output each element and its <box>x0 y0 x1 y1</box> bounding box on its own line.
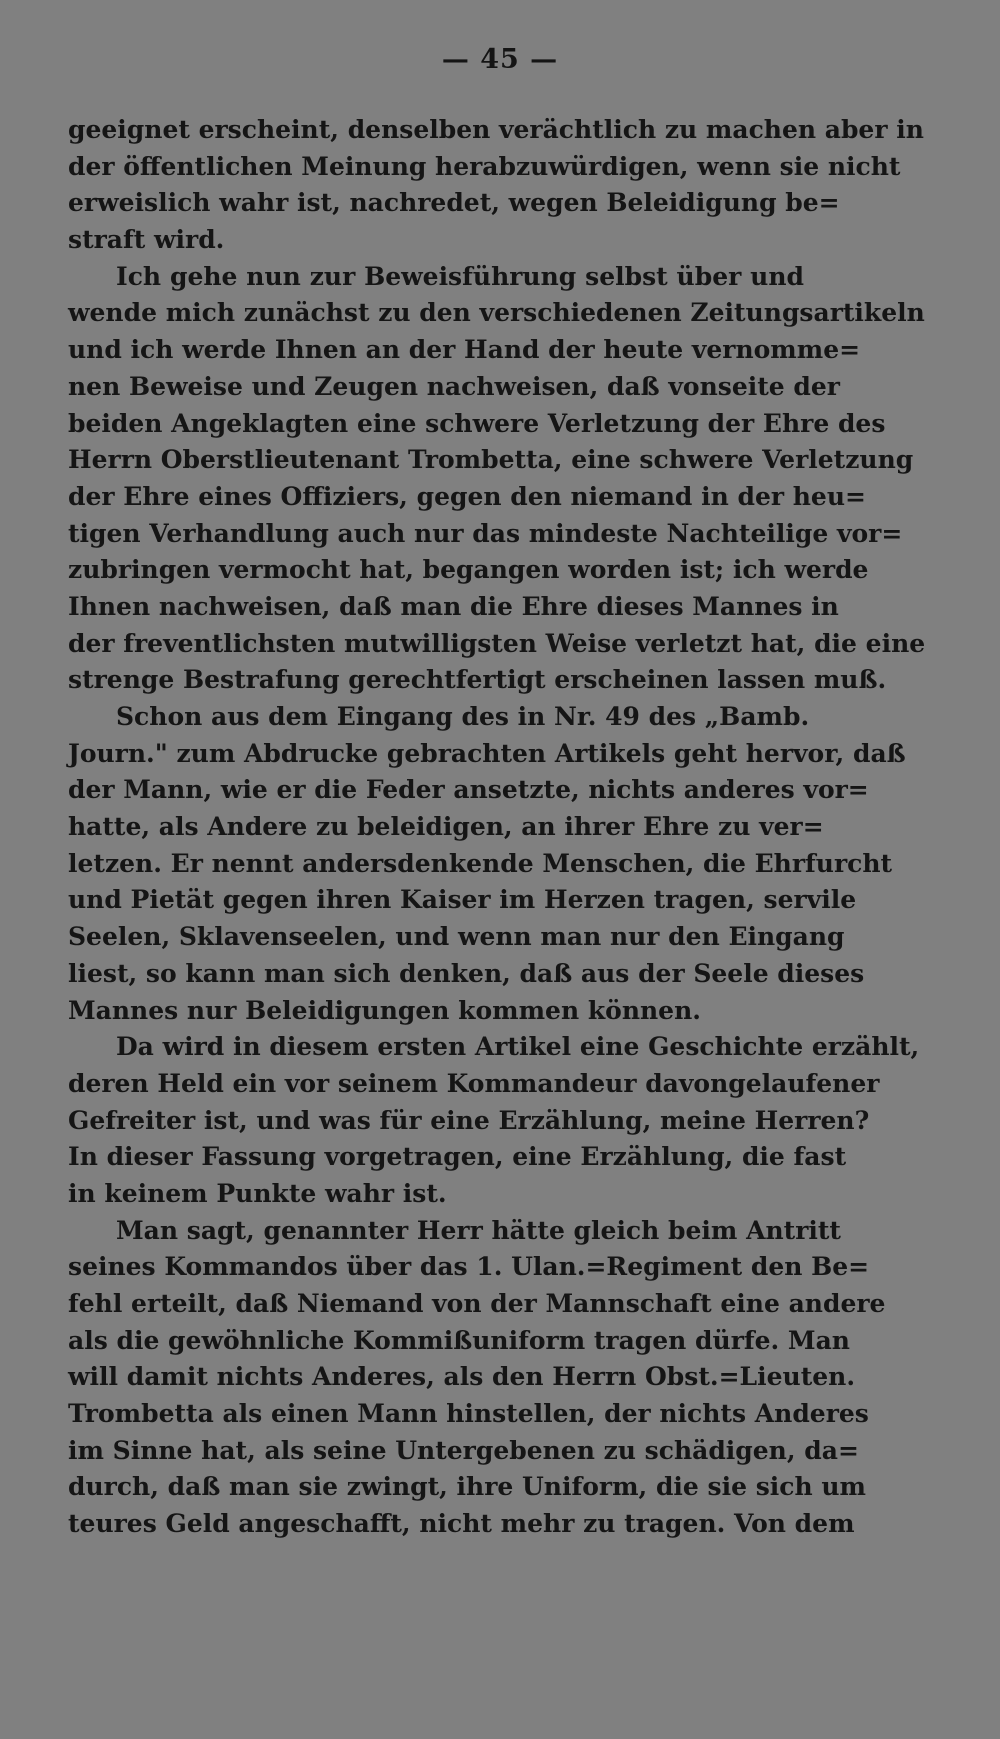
text-line: Herrn Oberstlieutenant Trombetta, eine schwere Verletzung <box>68 445 914 475</box>
text-line: nen Beweise und Zeugen nachweisen, daß vonseite der <box>68 371 840 401</box>
text-line: Seelen, Sklavenseelen, und wenn man nur den Eingang <box>68 922 845 952</box>
text-line: Trombetta als einen Mann hinstellen, der nichts Anderes <box>68 1399 869 1429</box>
text-line: straft wird. <box>68 225 225 255</box>
text-line: der freventlichsten mutwilligsten Weise verletzt hat, die eine <box>68 628 926 658</box>
text-line: als die gewöhnliche Kommißuniform tragen dürfe. Man <box>68 1325 850 1355</box>
text-line: Man sagt, genannter Herr hätte gleich beim Antritt <box>116 1215 841 1245</box>
text-line: beiden Angeklagten eine schwere Verletzung der Ehre des <box>68 408 886 438</box>
text-line: im Sinne hat, als seine Untergebenen zu schädigen, da= <box>68 1435 859 1465</box>
text-line: und Pietät gegen ihren Kaiser im Herzen tragen, servile <box>68 885 857 915</box>
text-line: geeignet erscheint, denselben verächtlich zu machen aber in <box>68 115 924 144</box>
text-line: in keinem Punkte wahr ist. <box>68 1178 447 1208</box>
text-line: Gefreiter ist, und was für eine Erzählung, meine Herren? <box>68 1105 870 1135</box>
text-line: der öffentlichen Meinung herabzuwürdigen, wenn sie nicht <box>68 151 901 181</box>
body-text <box>68 112 926 1543</box>
text-line: strenge Bestrafung gerechtfertigt erscheinen lassen muß. <box>68 665 887 695</box>
text-line: In dieser Fassung vorgetragen, eine Erzählung, die fast <box>68 1142 847 1172</box>
text-line: Ich gehe nun zur Beweisführung selbst über und <box>116 261 804 291</box>
text-line: teures Geld angeschafft, nicht mehr zu tragen. Von dem <box>68 1509 855 1539</box>
text-line: fehl erteilt, daß Niemand von der Mannschaft eine andere <box>68 1289 886 1318</box>
text-line: erweislich wahr ist, nachredet, wegen Beleidigung be= <box>68 188 840 218</box>
text-line: hatte, als Andere zu beleidigen, an ihrer Ehre zu ver= <box>68 812 824 842</box>
text-line: zubringen vermocht hat, begangen worden ist; ich werde <box>68 555 869 585</box>
text-line: Ihnen nachweisen, daß man die Ehre dieses Mannes in <box>68 591 839 621</box>
text-line: der Ehre eines Offiziers, gegen den niemand in der heu= <box>68 481 866 511</box>
text-line: durch, daß man sie zwingt, ihre Uniform, die sie sich um <box>68 1472 867 1502</box>
text-line: will damit nichts Anderes, als den Herrn Obst.=Lieuten. <box>68 1362 856 1392</box>
text-line: deren Held ein vor seinem Kommandeur davongelaufener <box>68 1068 880 1098</box>
text-line: der Mann, wie er die Feder ansetzte, nichts anderes vor= <box>68 775 869 805</box>
text-line: und ich werde Ihnen an der Hand der heute vernomme= <box>68 335 861 365</box>
text-line: Schon aus dem Eingang des in Nr. 49 des „Bamb. <box>116 702 810 731</box>
text-line: Journ." zum Abdrucke gebrachten Artikels geht hervor, daß <box>68 738 906 768</box>
text-line: Da wird in diesem ersten Artikel eine Geschichte erzählt, <box>116 1032 920 1062</box>
text-line: tigen Verhandlung auch nur das mindeste Nachteilige vor= <box>68 518 903 548</box>
text-line: Mannes nur Beleidigungen kommen können. <box>68 995 701 1025</box>
text-line: letzen. Er nennt andersdenkende Menschen, die Ehrfurcht <box>68 848 893 878</box>
page-number: — 45 — <box>441 44 559 75</box>
text-line: wende mich zunächst zu den verschiedenen Zeitungsartikeln <box>68 298 925 328</box>
text-line: liest, so kann man sich denken, daß aus der Seele dieses <box>68 958 865 988</box>
text-line: seines Kommandos über das 1. Ulan.=Regiment den Be= <box>68 1252 870 1282</box>
